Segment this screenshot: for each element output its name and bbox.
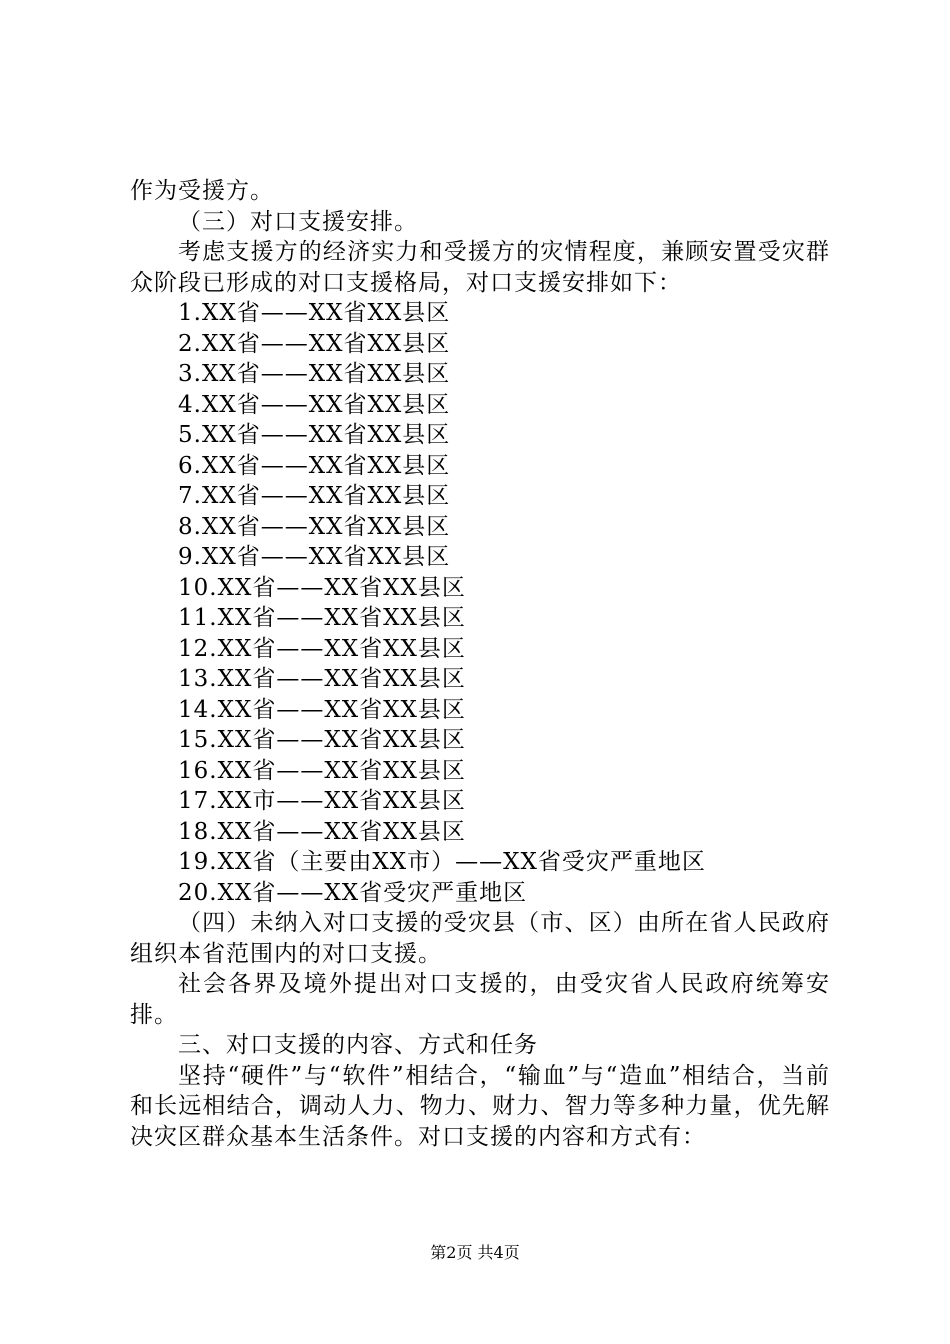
list-item: 5.XX省——XX省XX县区 xyxy=(178,422,451,448)
list-item: 15.XX省——XX省XX县区 xyxy=(178,727,466,753)
paragraph-intro: 考虑支援方的经济实力和受援方的灾情程度，兼顾安置受灾群众阶段已形成的对口支援格局，对口支援安排如下： xyxy=(130,239,830,296)
section-heading-content: 三、对口支援的内容、方式和任务 xyxy=(178,1032,538,1058)
list-item: 14.XX省——XX省XX县区 xyxy=(178,696,466,723)
support-list xyxy=(130,298,830,908)
list-item: 20.XX省——XX省受灾严重地区 xyxy=(178,879,528,906)
document-body xyxy=(130,176,830,1152)
list-item: 2.XX省——XX省XX县区 xyxy=(178,330,451,357)
list-item: 11.XX省——XX省XX县区 xyxy=(178,605,466,631)
section-heading-three: （三）对口支援安排。 xyxy=(178,208,418,235)
list-item: 18.XX省——XX省XX县区 xyxy=(178,818,466,845)
list-item: 10.XX省——XX省XX县区 xyxy=(178,574,466,601)
list-item: 6.XX省——XX省XX县区 xyxy=(178,452,451,479)
paragraph-society: 社会各界及境外提出对口支援的，由受灾省人民政府统筹安排。 xyxy=(130,971,830,1028)
list-item: 9.XX省——XX省XX县区 xyxy=(178,544,451,570)
list-item: 16.XX省——XX省XX县区 xyxy=(178,757,466,784)
list-item: 7.XX省——XX省XX县区 xyxy=(178,483,451,509)
page-footer: 第2页 共4页 xyxy=(430,1243,520,1262)
list-item: 17.XX市——XX省XX县区 xyxy=(178,788,466,814)
list-item: 19.XX省（主要由XX市）——XX省受灾严重地区 xyxy=(178,849,706,875)
paragraph-continuation: 作为受援方。 xyxy=(130,178,274,204)
paragraph-section-four: （四）未纳入对口支援的受灾县（市、区）由所在省人民政府组织本省范围内的对口支援。 xyxy=(130,910,830,967)
list-item: 8.XX省——XX省XX县区 xyxy=(178,513,451,540)
list-item: 1.XX省——XX省XX县区 xyxy=(178,300,451,326)
list-item: 12.XX省——XX省XX县区 xyxy=(178,635,466,662)
list-item: 13.XX省——XX省XX县区 xyxy=(178,666,466,692)
paragraph-principles: 坚持“硬件”与“软件”相结合，“输血”与“造血”相结合，当前和长远相结合，调动人力、物力、财力、智力等多种力量，优先解决灾区群众基本生活条件。对口支援的内容和方式有： xyxy=(130,1062,830,1150)
list-item: 4.XX省——XX省XX县区 xyxy=(178,391,451,418)
list-item: 3.XX省——XX省XX县区 xyxy=(178,361,451,387)
